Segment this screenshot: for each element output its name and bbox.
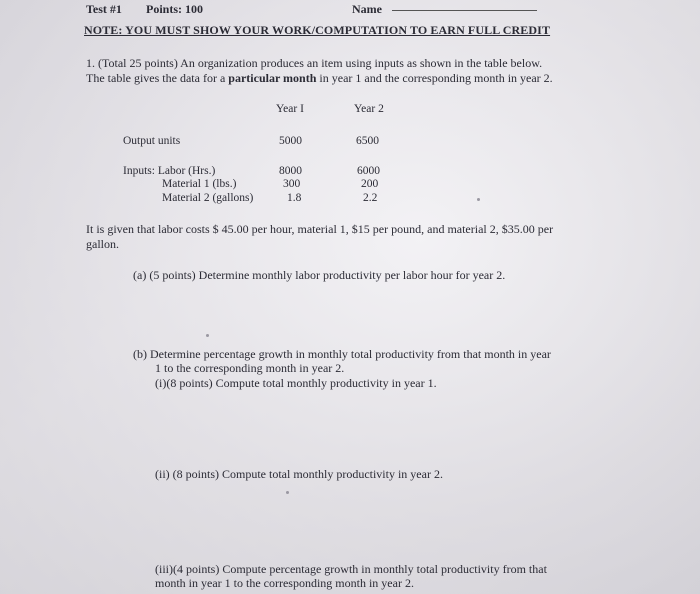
question-intro-line1: 1. (Total 25 points) An organization produces an item using inputs as shown in the table below. [86, 56, 543, 70]
stray-mark [286, 491, 289, 494]
intro-text-end: in year 1 and the corresponding month in year 2. [316, 71, 553, 85]
material2-year2: 2.2 [363, 192, 378, 204]
points-total: Points: 100 [146, 2, 203, 16]
material2-label: Material 2 (gallons) [162, 192, 254, 204]
part-b-iii-line2: month in year 1 to the corresponding month in year 2. [155, 576, 414, 590]
name-blank-line [392, 10, 537, 11]
material1-year2: 200 [361, 178, 379, 190]
intro-bold-text: particular month [228, 71, 317, 85]
part-b-i: (i)(8 points) Compute total monthly productivity in year 1. [155, 376, 437, 390]
stray-mark [477, 198, 480, 201]
part-b-line2: 1 to the corresponding month in year 2. [155, 361, 345, 375]
output-year2: 6500 [356, 135, 379, 147]
output-year1: 5000 [279, 135, 302, 147]
costs-line1: It is given that labor costs $ 45.00 per hour, material 1, $15 per pound, and material 2, $35.00 per [86, 222, 554, 236]
part-a: (a) (5 points) Determine monthly labor productivity per labor hour for year 2. [133, 268, 506, 282]
material1-label: Material 1 (lbs.) [162, 178, 237, 190]
labor-year2: 6000 [357, 165, 380, 177]
name-label: Name [352, 2, 382, 16]
intro-text: The table gives the data for a [86, 71, 229, 85]
output-units-label: Output units [123, 135, 181, 147]
test-number: Test #1 [86, 2, 122, 16]
year1-header: Year I [276, 103, 304, 115]
inputs-labor-label: Inputs: Labor (Hrs.) [123, 165, 216, 177]
part-b-line1: (b) Determine percentage growth in monthly total productivity from that month in year [133, 347, 551, 361]
labor-year1: 8000 [279, 165, 302, 177]
part-b-iii-line1: (iii)(4 points) Compute percentage growth in monthly total productivity from that [155, 562, 547, 576]
stray-mark [206, 334, 209, 337]
question-intro-line2 [86, 71, 553, 86]
part-b-ii: (ii) (8 points) Compute total monthly productivity in year 2. [155, 467, 443, 481]
credit-note: NOTE: YOU MUST SHOW YOUR WORK/COMPUTATION TO EARN FULL CREDIT [84, 23, 551, 37]
year2-header: Year 2 [354, 103, 384, 115]
costs-line2: gallon. [86, 237, 119, 251]
material2-year1: 1.8 [287, 192, 302, 204]
material1-year1: 300 [283, 178, 301, 190]
